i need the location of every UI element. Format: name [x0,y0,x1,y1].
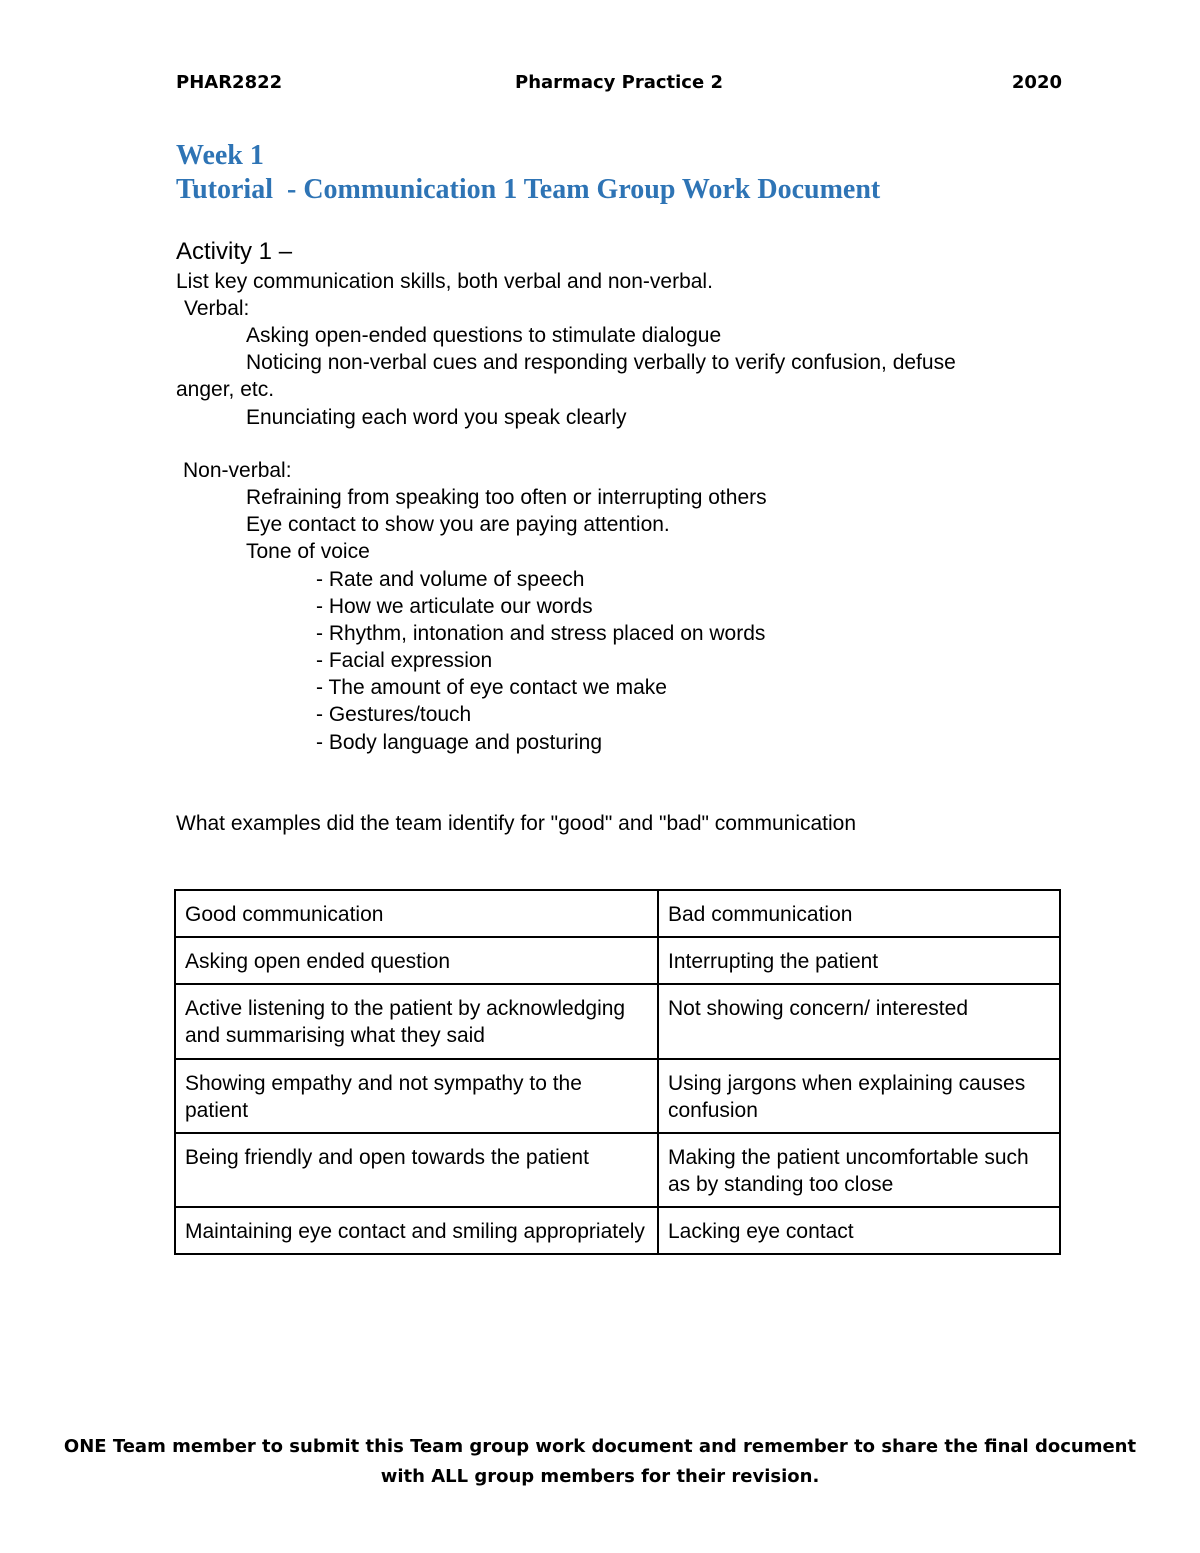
nonverbal-item: Eye contact to show you are paying attention. [246,513,670,536]
good-cell: Asking open ended question [175,937,658,984]
nonverbal-item: Tone of voice [246,540,370,563]
tone-subitem: - Rhythm, intonation and stress placed on words [316,622,766,645]
header-good: Good communication [175,890,658,937]
nonverbal-item: Refraining from speaking too often or interrupting others [246,486,767,509]
activity-heading: Activity 1 – [176,238,293,265]
good-cell: Active listening to the patient by acknowledging and summarising what they said [175,984,658,1059]
tone-subitem: - Rate and volume of speech [316,568,585,591]
bad-cell: Not showing concern/ interested [658,984,1060,1059]
table-row [175,1059,1060,1133]
tone-subitem: - Body language and posturing [316,731,603,754]
year: 2020 [1011,72,1062,93]
activity-question: What examples did the team identify for "good" and "bad" communication [176,812,857,835]
course-name: Pharmacy Practice 2 [515,72,723,93]
verbal-item: Enunciating each word you speak clearly [246,406,627,429]
table-row [175,984,1060,1059]
table-row [175,1133,1060,1207]
submission-note-line: with ALL group members for their revision. [380,1466,820,1487]
good-cell: Being friendly and open towards the patient [175,1133,658,1207]
verbal-item-continued: anger, etc. [176,378,275,401]
tone-subitem: - Gestures/touch [316,703,472,726]
header-bad: Bad communication [658,890,1060,937]
good-cell: Maintaining eye contact and smiling appropriately [175,1207,658,1254]
table-header-row [175,890,1060,937]
document-title: Tutorial - Communication 1 Team Group Work Document [176,174,881,205]
week-title: Week 1 [176,140,264,171]
activity-prompt: List key communication skills, both verbal and non-verbal. [176,270,713,293]
submission-note [0,1432,1200,1492]
tone-subitem: - How we articulate our words [316,595,593,618]
good-cell: Showing empathy and not sympathy to the patient [175,1059,658,1133]
nonverbal-label: Non-verbal: [183,459,292,482]
communication-table [174,889,1061,1255]
verbal-item: Noticing non-verbal cues and responding verbally to verify confusion, defuse [246,351,956,374]
table-row [175,937,1060,984]
bad-cell: Interrupting the patient [658,937,1060,984]
page-header [176,72,1062,100]
submission-note-line: ONE Team member to submit this Team group work document and remember to share the final document [63,1436,1137,1457]
table-row [175,1207,1060,1254]
bad-cell: Using jargons when explaining causes confusion [658,1059,1060,1133]
bad-cell: Lacking eye contact [658,1207,1060,1254]
verbal-label: Verbal: [184,297,250,320]
course-code: PHAR2822 [176,72,283,93]
verbal-item: Asking open-ended questions to stimulate dialogue [246,324,722,347]
tone-subitem: - The amount of eye contact we make [316,676,667,699]
tone-subitem: - Facial expression [316,649,493,672]
bad-cell: Making the patient uncomfortable such as by standing too close [658,1133,1060,1207]
